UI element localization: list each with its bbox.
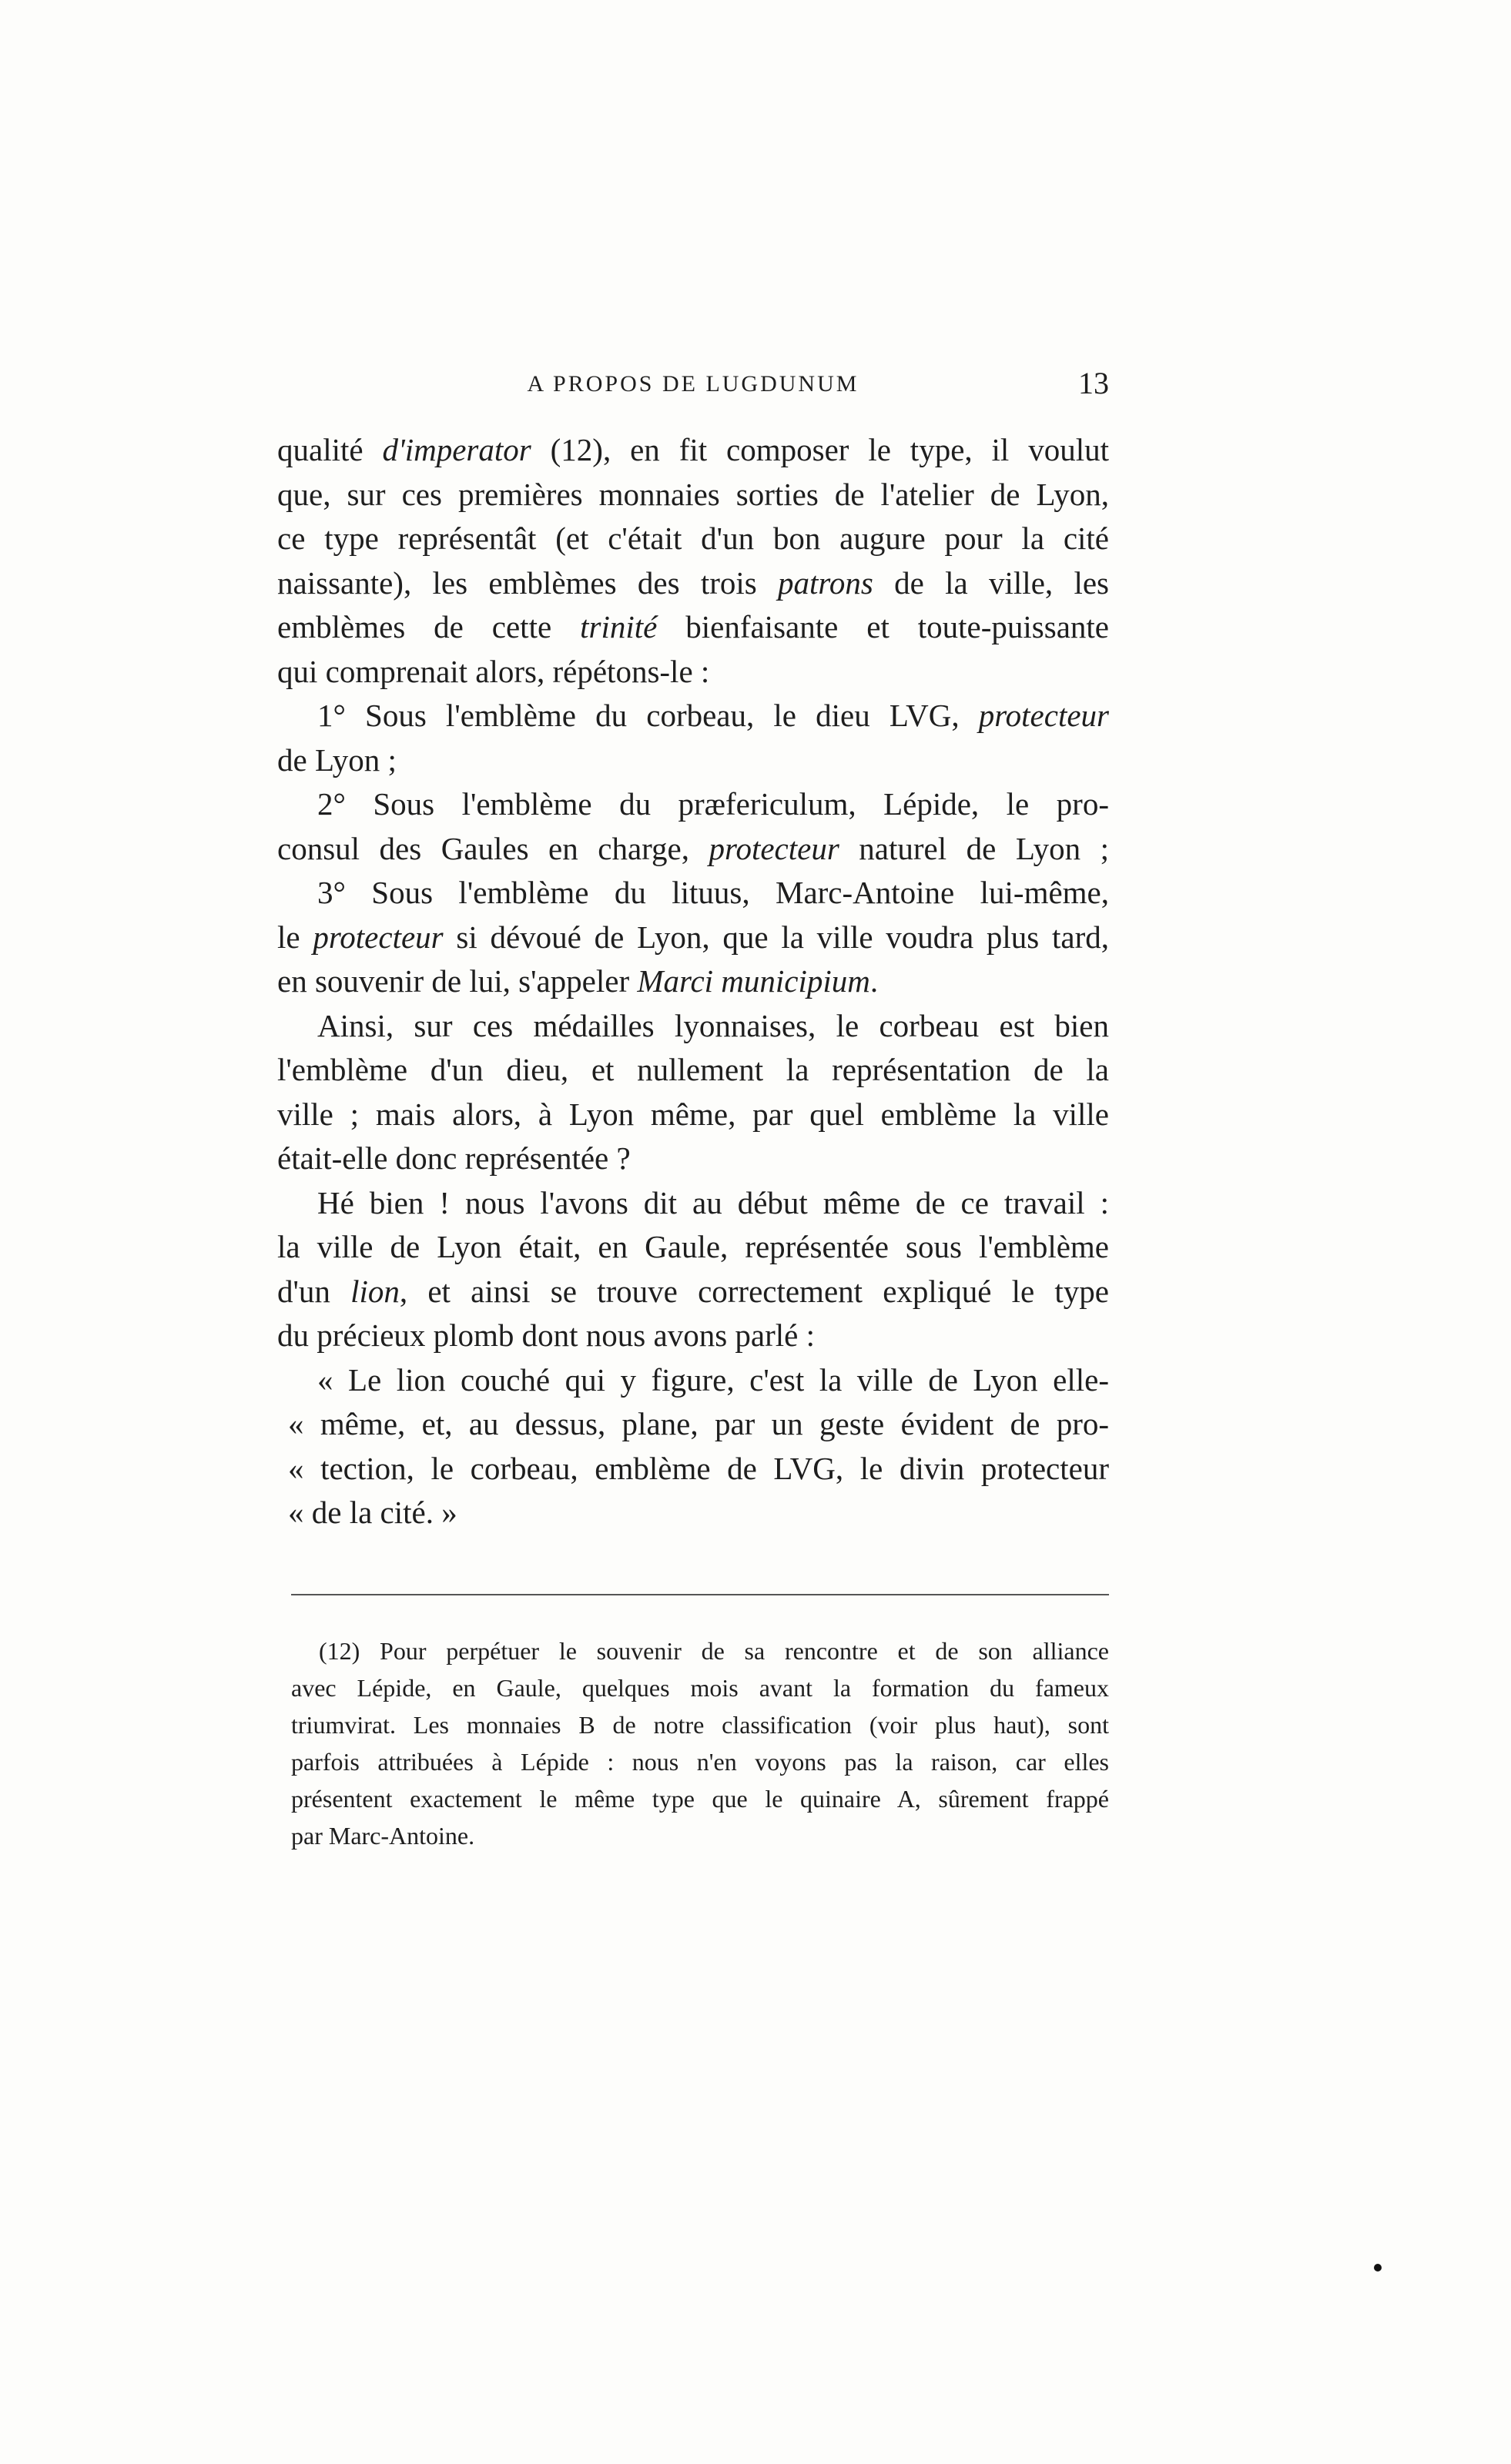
footnote-separator: [291, 1594, 1109, 1595]
footnote-line: triumvirat. Les monnaies B de notre classification (voir plus haut), sont: [291, 1711, 1109, 1739]
running-head: [277, 362, 1109, 408]
quote-line: « même, et, au dessus, plane, par un geste évident de pro-: [288, 1406, 1109, 1441]
quote-line: « de la cité. »: [288, 1495, 457, 1530]
footnote-line: (12) Pour perpétuer le souvenir de sa rencontre et de son alliance: [319, 1637, 1109, 1665]
text-line: de Lyon ;: [277, 742, 397, 778]
text-line: qualité d'imperator (12), en fit composer le type, il voulut: [277, 432, 1109, 467]
list-item-1: 1° Sous l'emblème du corbeau, le dieu LVG, protecteur: [317, 698, 1109, 733]
footnote-line: présentent exactement le même type que le quinaire A, sûrement frappé: [291, 1785, 1109, 1813]
text-line: le protecteur si dévoué de Lyon, que la ville voudra plus tard,: [277, 919, 1109, 955]
footnote: [291, 1632, 1109, 1854]
text-line: du précieux plomb dont nous avons parlé :: [277, 1317, 816, 1353]
list-item-3: 3° Sous l'emblème du lituus, Marc-Antoine lui-même,: [317, 875, 1109, 910]
text-line: d'un lion, et ainsi se trouve correctement expliqué le type: [277, 1273, 1109, 1309]
text-line: en souvenir de lui, s'appeler Marci municipium.: [277, 963, 879, 999]
text-line: ce type représentât (et c'était d'un bon augure pour la cité: [277, 521, 1109, 556]
footnote-line: par Marc-Antoine.: [291, 1822, 475, 1850]
text-line: emblèmes de cette trinité bienfaisante et toute-puissante: [277, 609, 1109, 644]
quote-line: « tection, le corbeau, emblème de LVG, le divin protecteur: [288, 1450, 1109, 1486]
footnote-line: avec Lépide, en Gaule, quelques mois avant la formation du fameux: [291, 1674, 1109, 1702]
quote-line: « Le lion couché qui y figure, c'est la ville de Lyon elle-: [317, 1361, 1109, 1398]
text-line: consul des Gaules en charge, protecteur naturel de Lyon ;: [277, 830, 1109, 866]
text-line: que, sur ces premières monnaies sorties de l'atelier de Lyon,: [277, 476, 1109, 512]
ink-speck: [1374, 2264, 1382, 2272]
text-line: la ville de Lyon était, en Gaule, représentée sous l'emblème: [277, 1229, 1109, 1264]
text-line: l'emblème d'un dieu, et nullement la représentation de la: [277, 1052, 1109, 1087]
text-line: était-elle donc représentée ?: [277, 1140, 631, 1176]
list-item-2: 2° Sous l'emblème du præfericulum, Lépide, le pro-: [317, 786, 1109, 822]
page-number: 13: [1078, 366, 1109, 400]
paragraph-start: Hé bien ! nous l'avons dit au début même de ce travail :: [317, 1184, 1109, 1220]
paragraph-start: Ainsi, sur ces médailles lyonnaises, le corbeau est bien: [317, 1007, 1109, 1043]
main-text: [277, 428, 1109, 1535]
text-line: ville ; mais alors, à Lyon même, par quel emblème la ville: [277, 1096, 1109, 1132]
footnote-line: parfois attribuées à Lépide : nous n'en voyons pas la raison, car elles: [291, 1748, 1109, 1776]
running-title: A PROPOS DE LUGDUNUM: [527, 371, 859, 397]
text-line: qui comprenait alors, répétons-le :: [277, 653, 710, 689]
text-line: naissante), les emblèmes des trois patrons de la ville, les: [277, 564, 1109, 601]
